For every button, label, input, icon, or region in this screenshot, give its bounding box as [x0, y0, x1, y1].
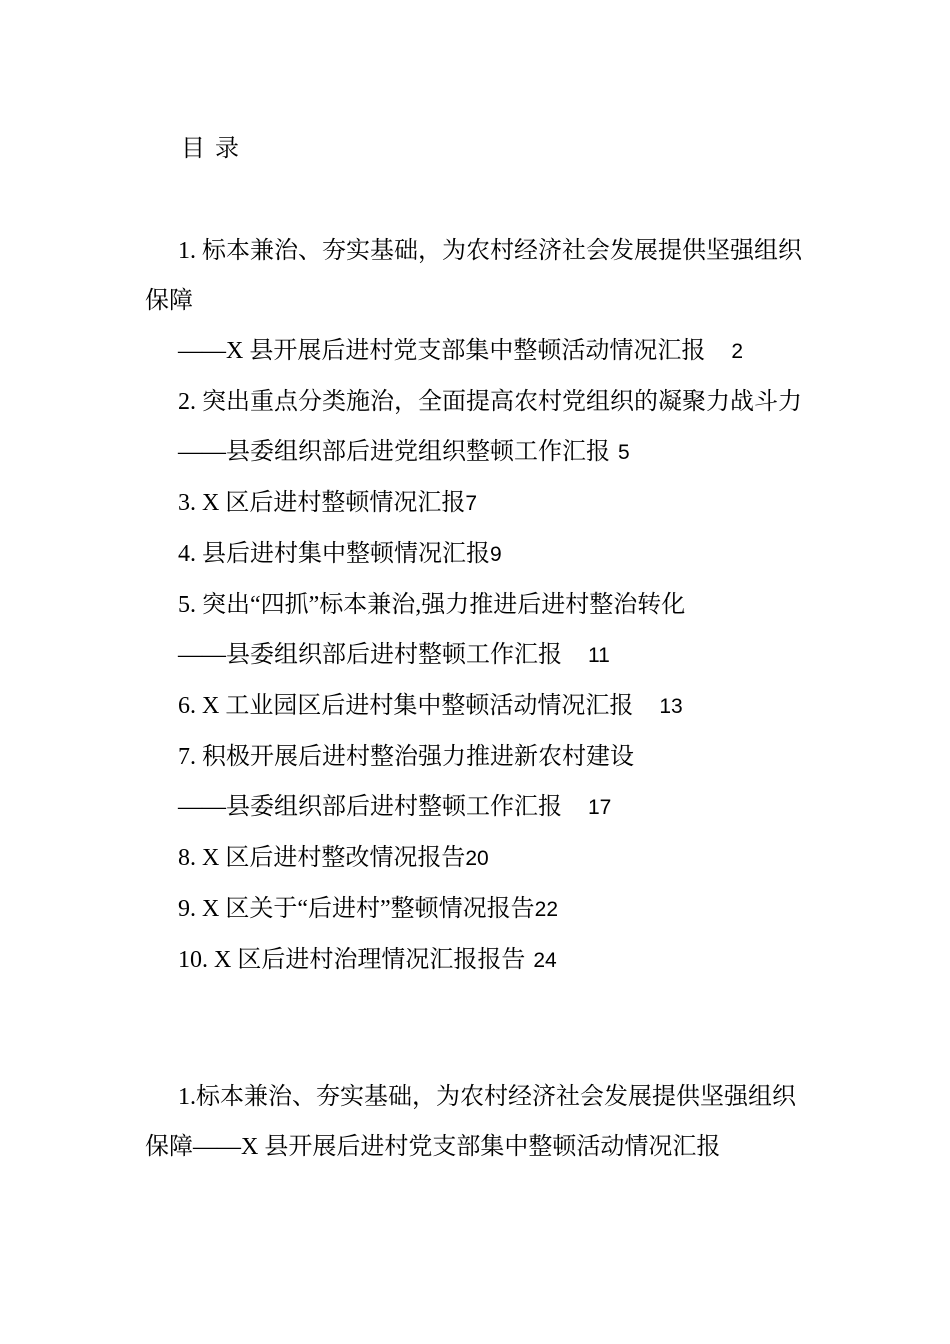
toc-entry-text: 8. X 区后进村整改情况报告: [178, 845, 466, 871]
toc-entry[interactable]: [145, 580, 810, 630]
toc-entry-page: 17: [588, 796, 612, 819]
toc-entry[interactable]: [145, 630, 810, 681]
toc-entry-page: 13: [659, 695, 683, 718]
section-heading: 1.标本兼治、夯实基础，为农村经济社会发展提供坚强组织保障——X 县开展后进村党支部集中整顿活动情况汇报: [145, 1084, 796, 1160]
toc-entry-text: 3. X 区后进村整顿情况汇报: [178, 490, 466, 516]
toc-entry-text: 10. X 区后进村治理情况汇报报告: [178, 947, 526, 973]
toc-entry-text: 6. X 工业园区后进村集中整顿活动情况汇报: [178, 693, 634, 719]
toc-entry[interactable]: [145, 782, 810, 833]
toc-entry[interactable]: [145, 226, 810, 326]
toc-title: 目 录: [181, 136, 241, 162]
toc-entry-page: 24: [533, 949, 557, 972]
toc-entry-text: ——县委组织部后进村整顿工作汇报: [178, 642, 562, 668]
toc-entry-text: 1. 标本兼治、夯实基础，为农村经济社会发展提供坚强组织保障: [145, 238, 802, 314]
toc-entry-page: 20: [465, 847, 489, 870]
toc-entry[interactable]: [145, 732, 810, 782]
toc-entry-page: 5: [618, 441, 630, 464]
toc-entry[interactable]: [145, 935, 810, 986]
toc-entry-page: 22: [534, 898, 558, 921]
toc-entry[interactable]: [145, 326, 810, 377]
toc-entry-page: 11: [588, 644, 610, 667]
toc-entry-text: 2. 突出重点分类施治，全面提高农村党组织的凝聚力战斗力: [178, 389, 802, 415]
toc-entry-text: ——X 县开展后进村党支部集中整顿活动情况汇报: [178, 338, 706, 364]
toc-entry[interactable]: [145, 681, 810, 732]
toc-entry[interactable]: [145, 478, 810, 529]
toc-entry-text: ——县委组织部后进党组织整顿工作汇报: [178, 439, 610, 465]
toc-entry-text: 4. 县后进村集中整顿情况汇报: [178, 541, 490, 567]
toc-entry-text: 5. 突出“四抓”标本兼治,强力推进后进村整治转化: [178, 592, 686, 618]
toc-entry[interactable]: [145, 884, 810, 935]
toc-entry-text: ——县委组织部后进村整顿工作汇报: [178, 794, 562, 820]
toc-entry-page: 7: [465, 492, 478, 515]
toc-entry[interactable]: [145, 833, 810, 884]
toc-entry-text: 9. X 区关于“后进村”整顿情况报告: [178, 896, 535, 922]
table-of-contents: [145, 226, 810, 986]
toc-entry[interactable]: [145, 427, 810, 478]
toc-entry-page: 9: [490, 543, 502, 566]
toc-entry-text: 7. 积极开展后进村整治强力推进新农村建设: [178, 744, 634, 770]
toc-entry-page: 2: [731, 340, 744, 363]
toc-entry[interactable]: [145, 529, 810, 580]
toc-entry[interactable]: [145, 377, 810, 427]
